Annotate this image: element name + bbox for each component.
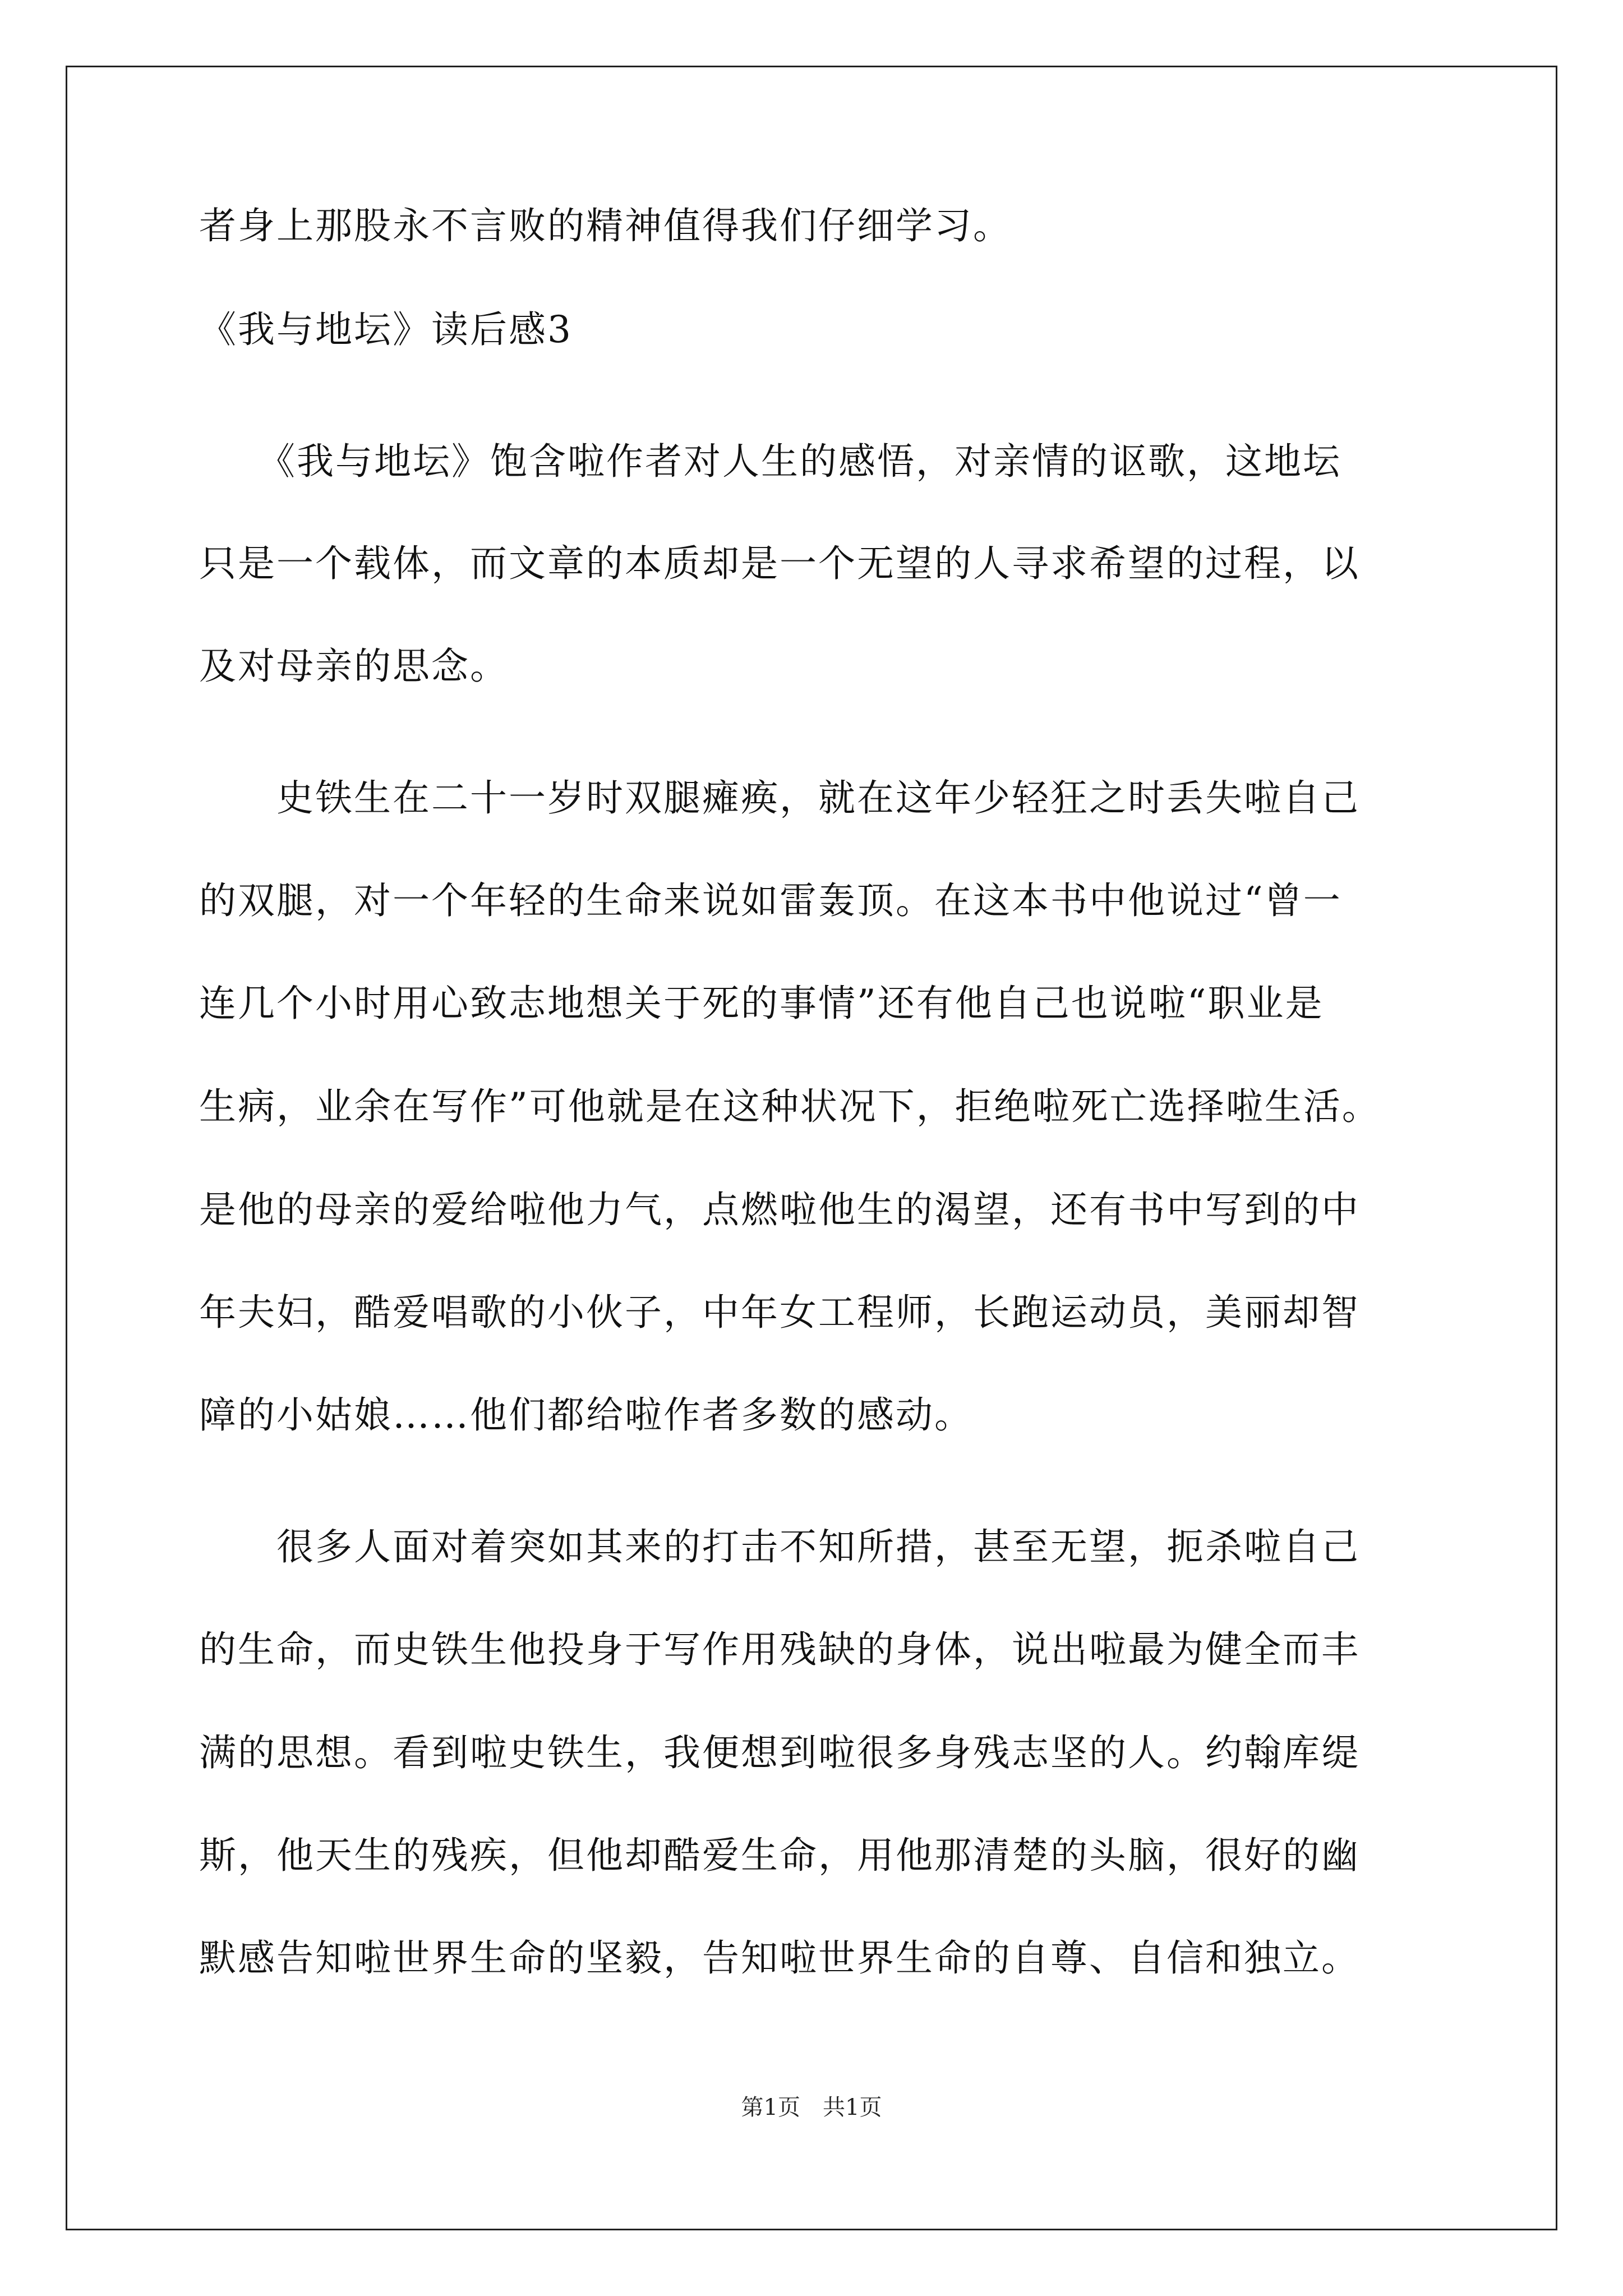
text-line: 的生命，而史铁生他投身于写作用残缺的身体，说出啦最为健全而丰 xyxy=(199,1628,1360,1671)
text-line: 满的思想。看到啦史铁生，我便想到啦很多身残志坚的人。约翰库缇 xyxy=(199,1731,1360,1774)
text-line: 年夫妇，酷爱唱歌的小伙子，中年女工程师，长跑运动员，美丽却智 xyxy=(199,1291,1360,1334)
text-line: 《我与地坛》饱含啦作者对人生的感悟，对亲情的讴歌，这地坛 xyxy=(199,440,1341,483)
text-line: 障的小姑娘……他们都给啦作者多数的感动。 xyxy=(199,1393,973,1437)
text-line: 者身上那股永不言败的精神值得我们仔细学习。 xyxy=(199,204,1012,247)
section-heading: 《我与地坛》读后感3 xyxy=(199,308,573,351)
text-line: 及对母亲的思念。 xyxy=(199,645,509,688)
text-line: 的双腿，对一个年轻的生命来说如雷轰顶。在这本书中他说过“曾一 xyxy=(199,879,1342,922)
text-line: 连几个小时用心致志地想关于死的事情”还有他自己也说啦“职业是 xyxy=(199,982,1324,1025)
text-line: 默感告知啦世界生命的坚毅，告知啦世界生命的自尊、自信和独立。 xyxy=(199,1936,1360,1980)
text-line: 很多人面对着突如其来的打击不知所措，甚至无望，扼杀啦自己 xyxy=(199,1525,1360,1568)
text-line: 只是一个载体，而文章的本质却是一个无望的人寻求希望的过程，以 xyxy=(199,542,1360,585)
text-line: 生病，业余在写作”可他就是在这种状况下，拒绝啦死亡选择啦生活。 xyxy=(199,1085,1381,1128)
text-line: 是他的母亲的爱给啦他力气，点燃啦他生的渴望，还有书中写到的中 xyxy=(199,1188,1360,1231)
page-border xyxy=(66,66,1557,2230)
text-line: 斯，他天生的残疾，但他却酷爱生命，用他那清楚的头脑，很好的幽 xyxy=(199,1834,1360,1877)
text-line: 史铁生在二十一岁时双腿瘫痪，就在这年少轻狂之时丢失啦自己 xyxy=(199,776,1360,820)
page-number-footer: 第1页 共1页 xyxy=(741,2095,882,2120)
